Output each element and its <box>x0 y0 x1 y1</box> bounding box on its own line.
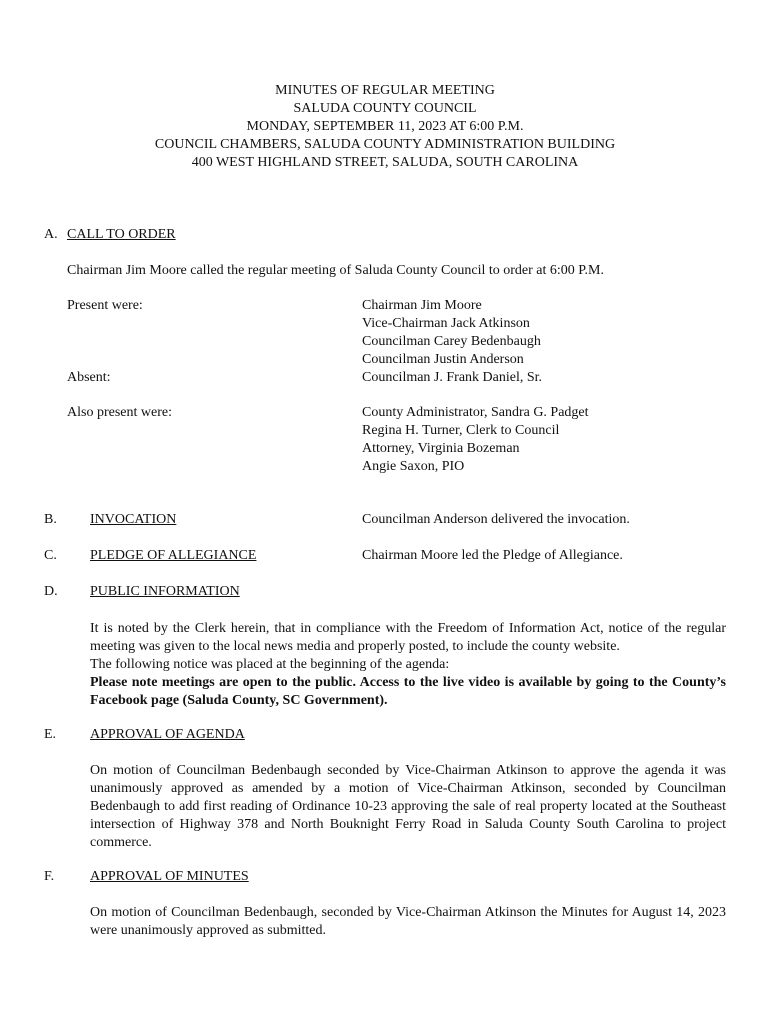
section-f-title: APPROVAL OF MINUTES <box>90 869 249 884</box>
pledge-text: Chairman Moore led the Pledge of Allegiance. <box>362 548 623 563</box>
absent-member: Councilman J. Frank Daniel, Sr. <box>362 370 543 385</box>
approval-of-minutes-text: On motion of Councilman Bedenbaugh, seconded by Vice-Chairman Atkinson the Minutes for August 14, 2023 were unanimously approved as submitted. <box>90 905 726 938</box>
header-line-1: MINUTES OF REGULAR MEETING <box>275 83 495 98</box>
public-information-body <box>90 620 726 710</box>
also-present-person: Attorney, Virginia Bozeman <box>362 441 520 456</box>
also-present-person: Regina H. Turner, Clerk to Council <box>362 423 560 438</box>
section-a-title: CALL TO ORDER <box>67 227 176 242</box>
section-c-title: PLEDGE OF ALLEGIANCE <box>90 548 257 563</box>
header-line-3: MONDAY, SEPTEMBER 11, 2023 AT 6:00 P.M. <box>246 119 524 134</box>
notice-intro: The following notice was placed at the beginning of the agenda: <box>90 657 450 672</box>
section-a-letter: A. <box>44 227 58 242</box>
section-b-title: INVOCATION <box>90 512 177 527</box>
header-line-4: COUNCIL CHAMBERS, SALUDA COUNTY ADMINISTRATION BUILDING <box>154 137 616 152</box>
present-member: Vice-Chairman Jack Atkinson <box>362 316 530 331</box>
invocation-text: Councilman Anderson delivered the invocation. <box>362 512 630 527</box>
call-to-order-text: Chairman Jim Moore called the regular meeting of Saluda County Council to order at 6:00 P.M. <box>67 263 604 278</box>
approval-of-agenda-text: On motion of Councilman Bedenbaugh seconded by Vice-Chairman Atkinson to approve the agenda it was unanimously approved as amended by a motion of Vice-Chairman Atkinson, seconded by Councilman Bedenbaugh to add first reading of Ordinance 10-23 approving the sale of real property located at the Southeast intersection of Highway 378 and North Bouknight Ferry Road in Saluda County South Carolina to project commerce. <box>90 763 726 850</box>
section-f-letter: F. <box>44 869 55 884</box>
also-present-list <box>362 404 589 476</box>
public-information-text: It is noted by the Clerk herein, that in compliance with the Freedom of Information Act, notice of the regular meeting was given to the local news media and properly posted, to include the county website. <box>90 621 726 654</box>
also-present-person: County Administrator, Sandra G. Padget <box>362 405 589 420</box>
present-member: Councilman Carey Bedenbaugh <box>362 334 541 349</box>
section-d-letter: D. <box>44 584 58 599</box>
present-member: Councilman Justin Anderson <box>362 352 524 367</box>
minutes-header <box>0 82 770 172</box>
header-line-2: SALUDA COUNTY COUNCIL <box>293 101 477 116</box>
section-e-letter: E. <box>44 727 57 742</box>
section-c-letter: C. <box>44 548 57 563</box>
present-member: Chairman Jim Moore <box>362 298 482 313</box>
section-d-title: PUBLIC INFORMATION <box>90 584 240 599</box>
notice-bold: Please note meetings are open to the public. Access to the live video is available by going to the County’s Facebook page (Saluda County, SC Government). <box>90 675 726 708</box>
section-b-letter: B. <box>44 512 57 527</box>
present-label: Present were: <box>67 298 143 313</box>
present-list <box>362 297 541 369</box>
also-present-label: Also present were: <box>67 405 172 420</box>
header-line-5: 400 WEST HIGHLAND STREET, SALUDA, SOUTH CAROLINA <box>191 155 579 170</box>
absent-label: Absent: <box>67 370 111 385</box>
also-present-person: Angie Saxon, PIO <box>362 459 465 474</box>
section-e-title: APPROVAL OF AGENDA <box>90 727 245 742</box>
